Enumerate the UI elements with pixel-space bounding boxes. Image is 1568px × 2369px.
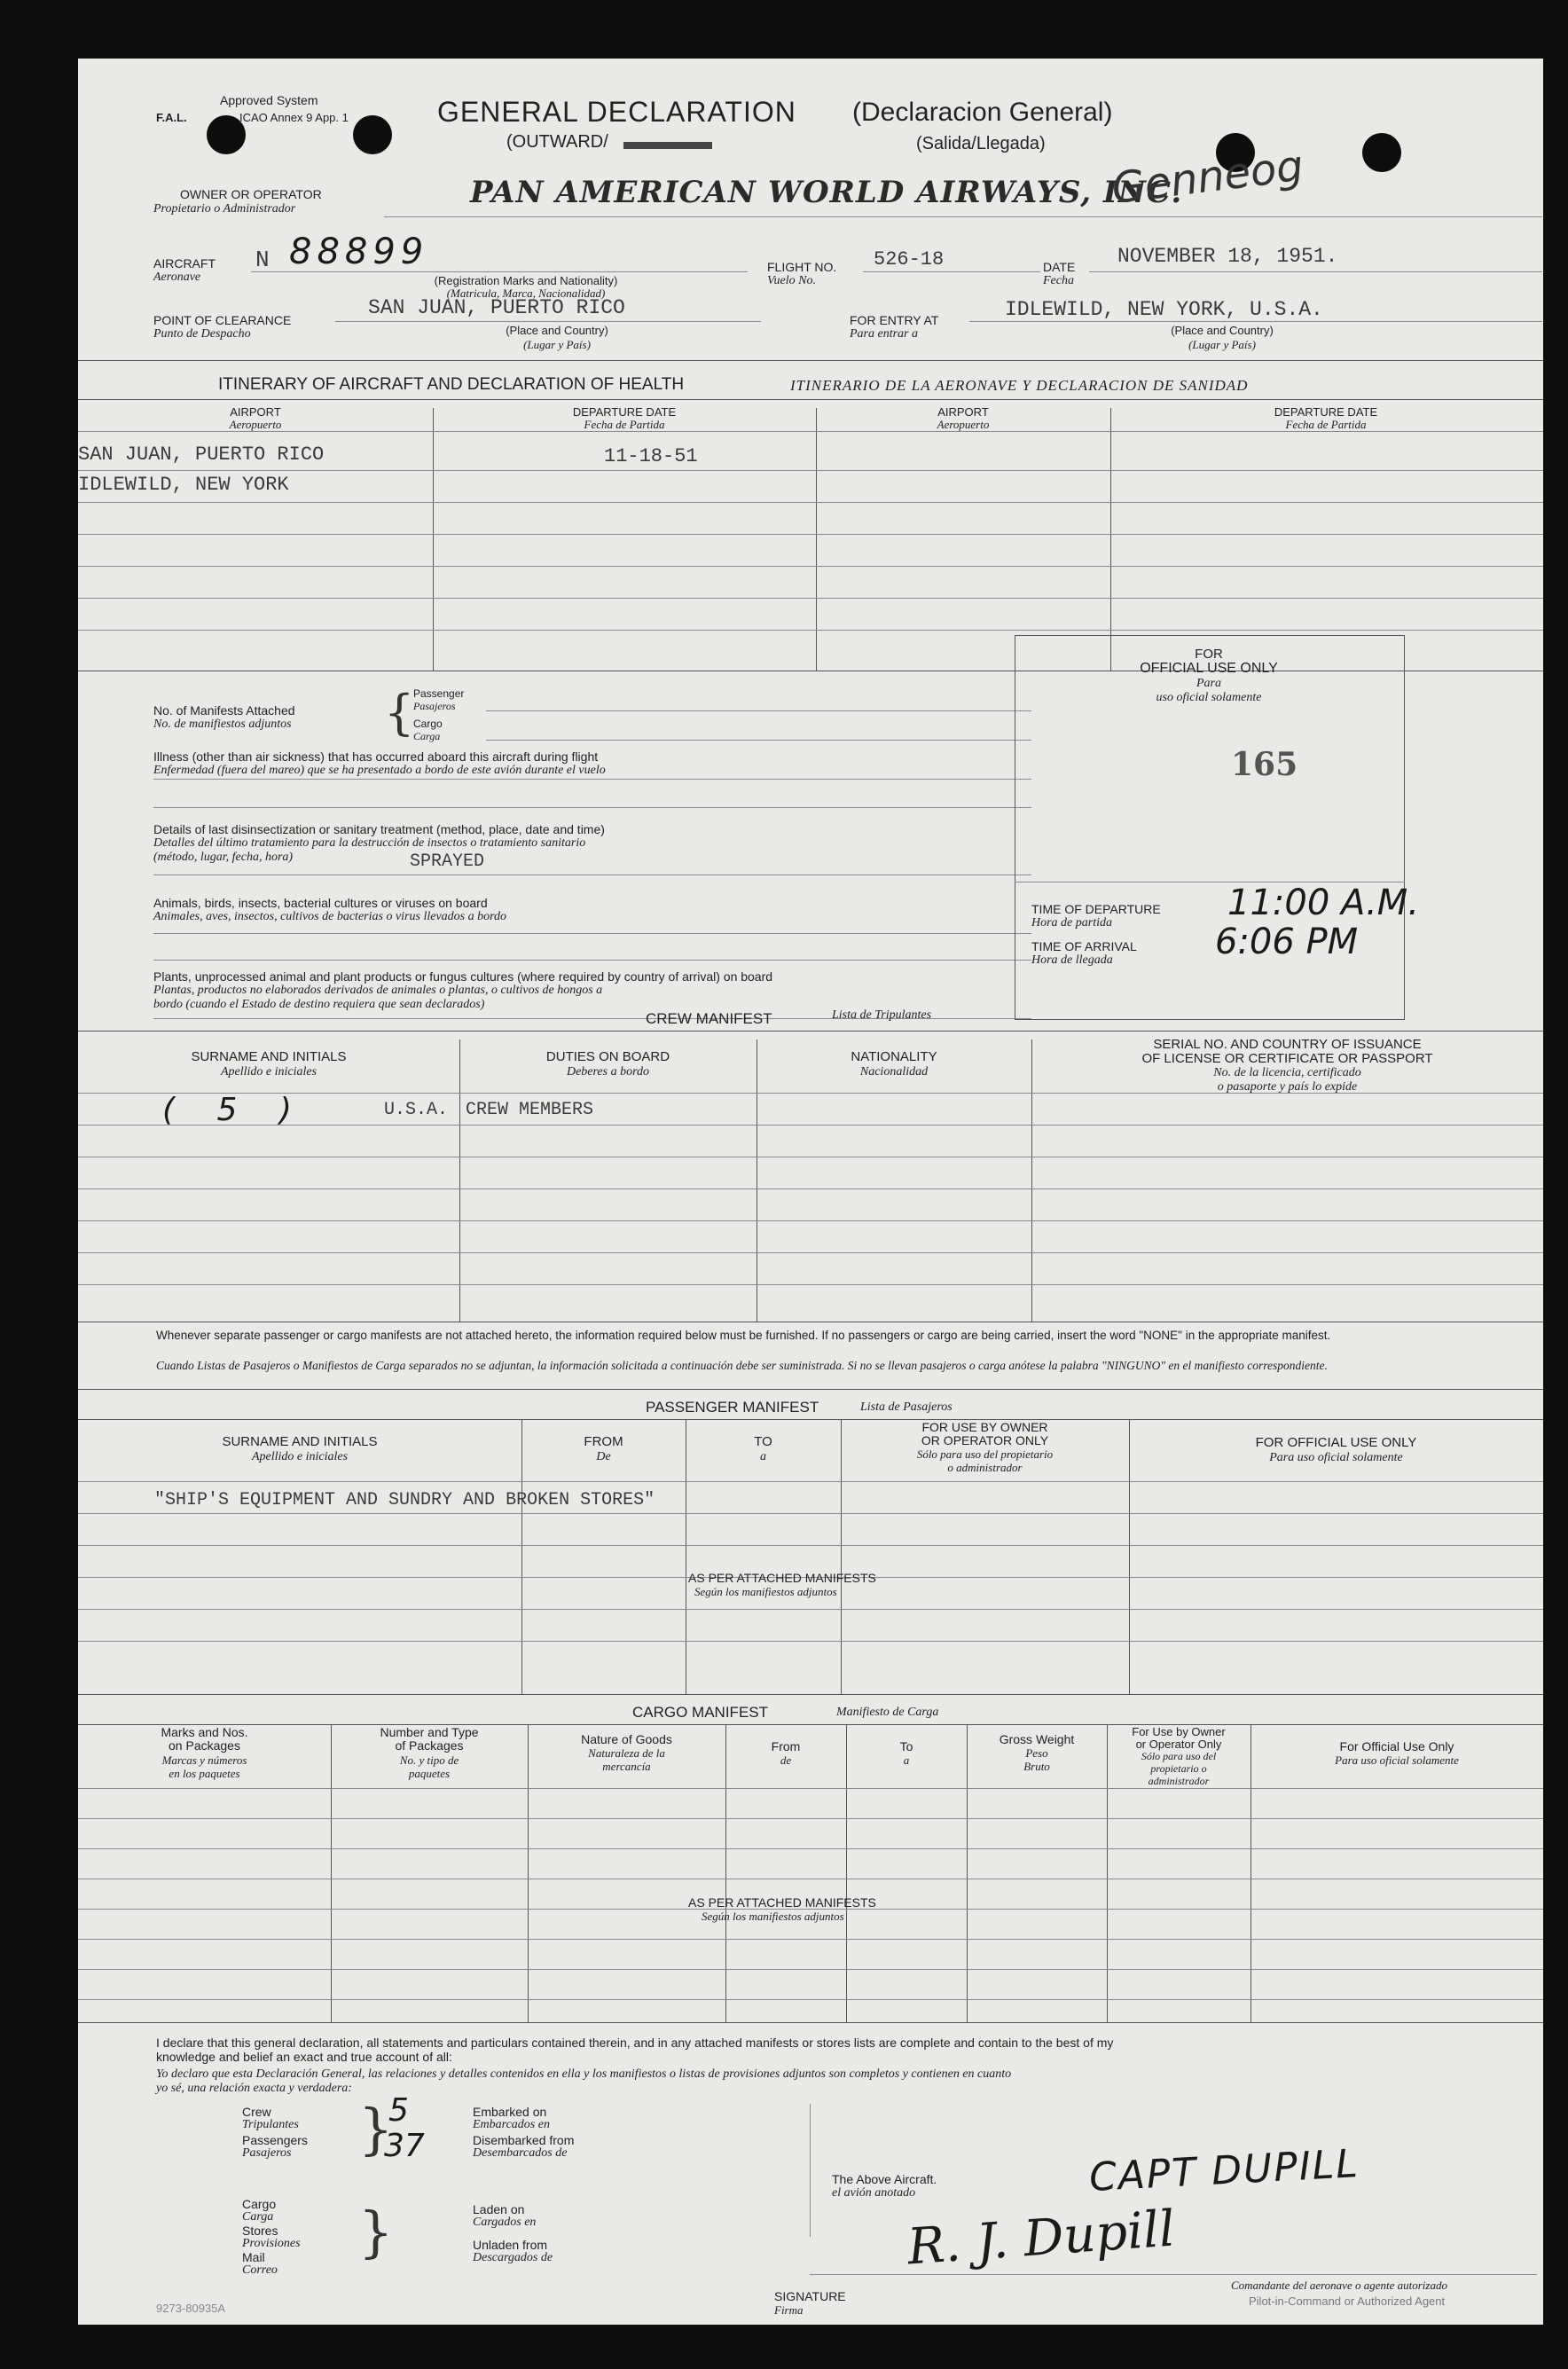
- cargo-col-to-es: a: [903, 1753, 910, 1767]
- icao-ref: ICAO Annex 9 App. 1: [239, 111, 349, 124]
- passenger-divider: [521, 1419, 522, 1694]
- declaration-text2: knowledge and belief an exact and true account of all:: [156, 2050, 452, 2064]
- animals-line: [153, 933, 1031, 934]
- itin-col-departure: DEPARTURE DATE: [572, 405, 677, 419]
- passenger-col-to: TO: [754, 1434, 772, 1449]
- decl-laden-es: Cargados en: [473, 2216, 537, 2229]
- passenger-title: PASSENGER MANIFEST: [646, 1399, 819, 1416]
- departure-time-label: TIME OF DEPARTURE: [1031, 902, 1161, 916]
- itin-row-line: [78, 431, 1543, 432]
- cargo-as-per-es: Según los manifiestos adjuntos: [702, 1910, 844, 1923]
- declaration-text-es2: yo sé, una relación exacta y verdadera:: [156, 2082, 352, 2095]
- official-title: FOR: [1195, 647, 1223, 662]
- passenger-row-line: [78, 1609, 1543, 1610]
- itin-divider: [1110, 408, 1111, 671]
- clearance-sub: (Place and Country): [506, 324, 608, 337]
- clearance-sub-es: (Lugar y País): [523, 338, 591, 351]
- illness-label-es: Enfermedad (fuera del mareo) que se ha presentado a bordo de este avión durante el vuelo: [153, 764, 606, 777]
- flight-line: [863, 271, 1040, 272]
- cargo-col-owner: For Use by Owner: [1132, 1725, 1226, 1738]
- decl-disembarked-es: Desembarcados de: [473, 2146, 568, 2160]
- illness-label: Illness (other than air sickness) that has occurred aboard this aircraft during flight: [153, 749, 599, 764]
- passenger-title-es: Lista de Pasajeros: [860, 1400, 953, 1414]
- aircraft-registration: 88899: [289, 231, 429, 272]
- cargo-col-weight: Gross Weight: [999, 1732, 1075, 1746]
- signature-label: SIGNATURE: [774, 2289, 846, 2303]
- crew-col-duties: DUTIES ON BOARD: [545, 1049, 670, 1064]
- cargo-row-line: [78, 1848, 1543, 1849]
- crew-col-nat: NATIONALITY: [851, 1049, 937, 1064]
- decl-mail-label: Mail: [242, 2250, 265, 2264]
- brace: {: [384, 685, 415, 741]
- manifests-passenger: Passenger: [413, 687, 465, 700]
- outward-label: (OUTWARD/: [506, 132, 608, 152]
- cargo-bottom: [78, 2022, 1543, 2023]
- decl-stores-label: Stores: [242, 2224, 278, 2238]
- owner-line: [384, 216, 1542, 217]
- official-title-es2: uso oficial solamente: [1156, 691, 1262, 704]
- signature-label-es: Firma: [774, 2303, 804, 2317]
- cargo-col-official-es: Para uso oficial solamente: [1335, 1753, 1459, 1767]
- itin-col-airport-es: Aeropuerto: [229, 418, 282, 431]
- cargo-col-weight-es2: Bruto: [1023, 1760, 1050, 1773]
- flight-number: 526-18: [874, 248, 945, 271]
- crew-row-line: [78, 1188, 1543, 1189]
- cargo-col-nature-es2: mercancía: [602, 1760, 651, 1773]
- passenger-divider: [1129, 1419, 1130, 1694]
- clearance-value: SAN JUAN, PUERTO RICO: [368, 296, 625, 319]
- flight-label-es: Vuelo No.: [767, 274, 816, 287]
- cargo-row-line: [78, 1999, 1543, 2000]
- plants-label-es2: bordo (cuando el Estado de destino requiera que sean declarados): [153, 998, 485, 1011]
- clearance-line: [335, 321, 761, 322]
- plants-label: Plants, unprocessed animal and plant products or fungus cultures (where required by country of arrival) on board: [153, 969, 773, 984]
- passenger-col-official-es: Para uso oficial solamente: [1269, 1451, 1403, 1464]
- passenger-col-owner-es: Sólo para uso del propietario: [916, 1447, 1054, 1461]
- entry-value: IDLEWILD, NEW YORK, U.S.A.: [1005, 298, 1323, 321]
- salida-label: (Salida/Llegada): [916, 134, 1046, 153]
- passenger-divider: [841, 1419, 842, 1694]
- crew-title: CREW MANIFEST: [646, 1010, 772, 1027]
- manifests-line: [486, 740, 1031, 741]
- passenger-col-owner-es2: o administrador: [947, 1461, 1023, 1474]
- cargo-col-weight-es: Peso: [1025, 1746, 1048, 1760]
- crew-count: ( 5 ): [162, 1092, 308, 1128]
- plants-label-es: Plantas, productos no elaborados derivados de animales o plantas, o cultivos de hongos a: [153, 984, 603, 997]
- itin-divider: [433, 408, 434, 671]
- itin-row-line: [78, 534, 1543, 535]
- crew-title-es: Lista de Tripulantes: [832, 1008, 932, 1022]
- aircraft-label-es: Aeronave: [153, 271, 201, 284]
- arrival-time-label-es: Hora de llegada: [1031, 953, 1113, 967]
- itin-col-airport-2-es: Aeropuerto: [937, 418, 990, 431]
- crew-note-es: Cuando Listas de Pasajeros o Manifiestos de Carga separados no se adjuntan, la información solicitada a continuación debe ser suministrada. Si no se llevan pasajeros o carga anótese la palabra "NINGUNO" en el manifiesto correspondiente.: [156, 1359, 1328, 1372]
- cargo-as-per: AS PER ATTACHED MANIFESTS: [688, 1895, 876, 1910]
- cargo-col-marks: Marks and Nos.: [161, 1725, 248, 1739]
- decl-disembarked: Disembarked from: [473, 2133, 575, 2147]
- cargo-header-line: [78, 1724, 1543, 1725]
- owner-value: PAN AMERICAN WORLD AIRWAYS, INC.: [470, 175, 1183, 210]
- itin-divider: [816, 408, 817, 671]
- itin-row-line: [78, 630, 1543, 631]
- crew-col-nat-es: Nacionalidad: [859, 1065, 929, 1079]
- manifests-label: No. of Manifests Attached: [153, 703, 295, 718]
- brace: }: [358, 2097, 394, 2161]
- manifests-cargo: Cargo: [413, 718, 443, 730]
- passenger-col-from: FROM: [584, 1434, 623, 1449]
- strikethrough: [623, 142, 712, 149]
- above-aircraft-es: el avión anotado: [832, 2186, 916, 2200]
- crew-row-line: [78, 1220, 1543, 1221]
- cargo-col-marks-es: Marcas y números: [161, 1753, 247, 1767]
- departure-time-value: 11:00 A.M.: [1227, 882, 1420, 923]
- passenger-row1: "SHIP'S EQUIPMENT AND SUNDRY AND BROKEN STORES": [154, 1490, 655, 1510]
- entry-label-es: Para entrar a: [850, 327, 918, 341]
- crew-col-duties-es: Deberes a bordo: [566, 1065, 650, 1079]
- decl-crew-count: 5: [388, 2092, 409, 2129]
- official-title-es: Para: [1196, 677, 1221, 690]
- decl-passengers-label-es: Pasajeros: [242, 2146, 292, 2160]
- above-aircraft: The Above Aircraft.: [832, 2172, 937, 2186]
- crew-top-border: [78, 1031, 1543, 1032]
- passenger-row-line: [78, 1481, 1543, 1482]
- decl-passenger-count: 37: [384, 2128, 425, 2164]
- cargo-col-number: Number and Type: [380, 1725, 479, 1739]
- crew-col-serial-es2: o pasaporte y país lo expide: [1217, 1080, 1358, 1094]
- crew-duties: CREW MEMBERS: [466, 1100, 594, 1120]
- passenger-bottom: [78, 1694, 1543, 1695]
- itin-col-airport-2: AIRPORT: [937, 405, 989, 419]
- manifests-label-es: No. de manifiestos adjuntos: [153, 718, 292, 731]
- disinsect-label: Details of last disinsectization or sanitary treatment (method, place, date and time): [153, 822, 605, 836]
- decl-stores-label-es: Provisiones: [242, 2237, 301, 2250]
- signature-line: [810, 2274, 1537, 2275]
- passenger-col-name: SURNAME AND INITIALS: [222, 1434, 378, 1449]
- cargo-divider: [725, 1724, 726, 2022]
- page-title-es: (Declaracion General): [852, 98, 1113, 127]
- animals-line: [153, 960, 1031, 961]
- cargo-col-number-es2: paquetes: [408, 1767, 451, 1780]
- cargo-row-line: [78, 1969, 1543, 1970]
- illness-line: [153, 807, 1031, 808]
- illness-line: [153, 779, 1031, 780]
- form-number: 9273-80935A: [156, 2302, 226, 2315]
- cargo-row-line: [78, 1788, 1543, 1789]
- passenger-top-border: [78, 1389, 1543, 1390]
- brace: }: [358, 2200, 394, 2264]
- crew-row-line: [78, 1284, 1543, 1285]
- passenger-col-name-es: Apellido e iniciales: [251, 1450, 349, 1463]
- cargo-col-number-es: No. y tipo de: [399, 1753, 459, 1767]
- cargo-col-from: From: [771, 1739, 801, 1753]
- owner-label-es: Propietario o Administrador: [153, 202, 296, 216]
- itin-col-departure-2-es: Fecha de Partida: [1285, 418, 1367, 431]
- itin-col-departure-es: Fecha de Partida: [584, 418, 665, 431]
- date-label-es: Fecha: [1043, 274, 1074, 287]
- captain-signature: R. J. Dupill: [906, 2200, 1177, 2277]
- passenger-as-per-es: Según los manifiestos adjuntos: [694, 1585, 837, 1598]
- cargo-divider: [528, 1724, 529, 2022]
- crew-nationality: U.S.A.: [384, 1100, 449, 1120]
- decl-unladen-es: Descargados de: [473, 2251, 553, 2264]
- decl-crew-label-es: Tripulantes: [242, 2118, 299, 2131]
- page-title: GENERAL DECLARATION: [437, 96, 796, 128]
- entry-label: FOR ENTRY AT: [850, 313, 939, 327]
- cargo-col-nature-es: Naturaleza de la: [588, 1746, 665, 1760]
- manifests-passenger-es: Pasajeros: [413, 700, 456, 712]
- itinerary-top-border: [78, 360, 1543, 361]
- cargo-col-marks-es2: en los paquetes: [169, 1767, 240, 1780]
- passenger-header-line: [78, 1419, 1543, 1420]
- itin-row1-date: 11-18-51: [604, 445, 698, 467]
- passenger-col-owner: FOR USE BY OWNER: [921, 1420, 1048, 1434]
- decl-crew-label: Crew: [242, 2105, 271, 2119]
- cargo-col-from-es: de: [780, 1753, 792, 1767]
- cargo-row-line: [78, 1818, 1543, 1819]
- crew-col-serial-es: No. de la licencia, certificado: [1213, 1066, 1361, 1079]
- itin-row-line: [78, 502, 1543, 503]
- passenger-col-from-es: De: [596, 1450, 611, 1463]
- crew-note: Whenever separate passenger or cargo manifests are not attached hereto, the information required below must be furnished. If no passengers or cargo are being carried, insert the word "NONE" in the appropriate manifest.: [156, 1329, 1331, 1342]
- cargo-title: CARGO MANIFEST: [632, 1704, 769, 1721]
- crew-divider: [459, 1039, 460, 1322]
- itinerary-title-es: ITINERARIO DE LA AERONAVE Y DECLARACION DE SANIDAD: [790, 377, 1249, 394]
- itin-col-airport: AIRPORT: [230, 405, 281, 419]
- passenger-col-to-es: a: [760, 1450, 766, 1463]
- disinsect-label-es: Detalles del último tratamiento para la destrucción de insectos o tratamiento sanitario: [153, 836, 586, 850]
- cargo-col-number2: of Packages: [395, 1738, 464, 1753]
- disinsect-value: SPRAYED: [410, 851, 485, 872]
- crew-col-name: SURNAME AND INITIALS: [191, 1049, 347, 1064]
- itin-row-line: [78, 598, 1543, 599]
- cargo-col-nature: Nature of Goods: [581, 1732, 672, 1746]
- cargo-col-to: To: [899, 1739, 913, 1753]
- date-value: NOVEMBER 18, 1951.: [1117, 245, 1338, 268]
- passenger-row-line: [78, 1545, 1543, 1546]
- cargo-col-marks2: on Packages: [169, 1738, 240, 1753]
- crew-col-name-es: Apellido e iniciales: [220, 1065, 318, 1079]
- cargo-title-es: Manifiesto de Carga: [836, 1706, 939, 1719]
- decl-cargo-label-es: Carga: [242, 2210, 274, 2224]
- itin-row2-airport: IDLEWILD, NEW YORK: [78, 474, 289, 496]
- itin-row1-airport: SAN JUAN, PUERTO RICO: [78, 443, 325, 466]
- passenger-col-official: FOR OFFICIAL USE ONLY: [1255, 1435, 1417, 1450]
- owner-label: OWNER OR OPERATOR: [180, 187, 322, 201]
- cargo-divider: [331, 1724, 332, 2022]
- crew-col-serial: SERIAL NO. AND COUNTRY OF ISSUANCE: [1153, 1037, 1422, 1052]
- date-label: DATE: [1043, 260, 1076, 274]
- commander: Pilot-in-Command or Authorized Agent: [1249, 2294, 1446, 2308]
- handwritten-scribble: Genneog: [1109, 140, 1306, 215]
- declaration-form: [78, 59, 1543, 2325]
- aircraft-sub-es: (Matricula, Marca, Nacionalidad): [446, 286, 606, 300]
- signature-divider: [810, 2104, 811, 2237]
- itin-col-departure-2: DEPARTURE DATE: [1274, 405, 1378, 419]
- itinerary-title: ITINERARY OF AIRCRAFT AND DECLARATION OF HEALTH: [218, 375, 685, 394]
- departure-time-label-es: Hora de partida: [1031, 916, 1112, 930]
- aircraft-line: [251, 271, 748, 272]
- cargo-col-owner2: or Operator Only: [1135, 1738, 1222, 1751]
- entry-sub-es: (Lugar y País): [1188, 338, 1256, 351]
- cargo-divider: [1250, 1724, 1251, 2022]
- cargo-divider: [1107, 1724, 1108, 2022]
- fal-ref: F.A.L.: [156, 111, 187, 124]
- aircraft-sub: (Registration Marks and Nationality): [434, 274, 618, 287]
- decl-embarked: Embarked on: [473, 2105, 547, 2119]
- decl-laden: Laden on: [473, 2202, 525, 2216]
- animals-label-es: Animales, aves, insectos, cultivos de bacterias o virus llevados a bordo: [153, 910, 507, 923]
- manifests-line: [486, 710, 1031, 711]
- animals-label: Animals, birds, insects, bacterial cultures or viruses on board: [153, 896, 488, 910]
- entry-line: [969, 321, 1542, 322]
- passenger-as-per: AS PER ATTACHED MANIFESTS: [688, 1571, 876, 1585]
- cargo-col-official: For Official Use Only: [1339, 1739, 1454, 1753]
- itin-row-line: [78, 470, 1543, 471]
- crew-col-serial2: OF LICENSE OR CERTIFICATE OR PASSPORT: [1141, 1051, 1433, 1066]
- passenger-row-line: [78, 1641, 1543, 1642]
- official-title2: OFFICIAL USE ONLY: [1140, 661, 1278, 676]
- cargo-divider: [967, 1724, 968, 2022]
- punch-hole: [1362, 133, 1401, 172]
- declaration-text-es: Yo declaro que esta Declaración General, las relaciones y detalles contenidos en ella y los manifiestos o listas de provisiones adjuntos son completos y contienen en cuanto: [156, 2067, 1012, 2081]
- arrival-time-label: TIME OF ARRIVAL: [1031, 939, 1137, 953]
- arrival-time-value: 6:06 PM: [1215, 922, 1359, 962]
- date-line: [1089, 271, 1542, 272]
- official-stamp: 165: [1231, 746, 1298, 783]
- itin-row-line: [78, 566, 1543, 567]
- manifests-cargo-es: Carga: [413, 730, 441, 742]
- passenger-col-owner2: OR OPERATOR ONLY: [921, 1433, 1049, 1447]
- crew-row-line: [78, 1252, 1543, 1253]
- disinsect-label-es2: (método, lugar, fecha, hora): [153, 851, 294, 864]
- commander-es: Comandante del aeronave o agente autorizado: [1231, 2279, 1447, 2292]
- crew-divider: [1031, 1039, 1032, 1322]
- decl-mail-label-es: Correo: [242, 2263, 278, 2277]
- decl-cargo-label: Cargo: [242, 2197, 277, 2211]
- cargo-col-owner-es3: administrador: [1148, 1775, 1210, 1787]
- flight-label: FLIGHT NO.: [767, 260, 837, 274]
- itinerary-header-line: [78, 399, 1543, 400]
- cargo-col-owner-es: Sólo para uso del: [1141, 1750, 1217, 1762]
- decl-unladen: Unladen from: [473, 2238, 548, 2252]
- aircraft-label: AIRCRAFT: [153, 256, 216, 271]
- clearance-label: POINT OF CLEARANCE: [153, 313, 292, 327]
- entry-sub: (Place and Country): [1171, 324, 1274, 337]
- cargo-col-owner-es2: propietario o: [1150, 1762, 1207, 1775]
- punch-hole: [353, 115, 392, 154]
- cargo-row-line: [78, 1939, 1543, 1940]
- decl-passengers-label: Passengers: [242, 2133, 308, 2147]
- clearance-label-es: Punto de Despacho: [153, 327, 251, 341]
- captain-name: CAPT DUPILL: [1087, 2141, 1360, 2200]
- approved-system: Approved System: [220, 93, 318, 107]
- passenger-row-line: [78, 1513, 1543, 1514]
- aircraft-prefix: N: [255, 247, 270, 273]
- decl-embarked-es: Embarcados en: [473, 2118, 550, 2131]
- declaration-text: I declare that this general declaration, all statements and particulars contained therein, and in any attached manifests or stores lists are complete and contain to the best of my: [156, 2036, 1114, 2050]
- cargo-divider: [846, 1724, 847, 2022]
